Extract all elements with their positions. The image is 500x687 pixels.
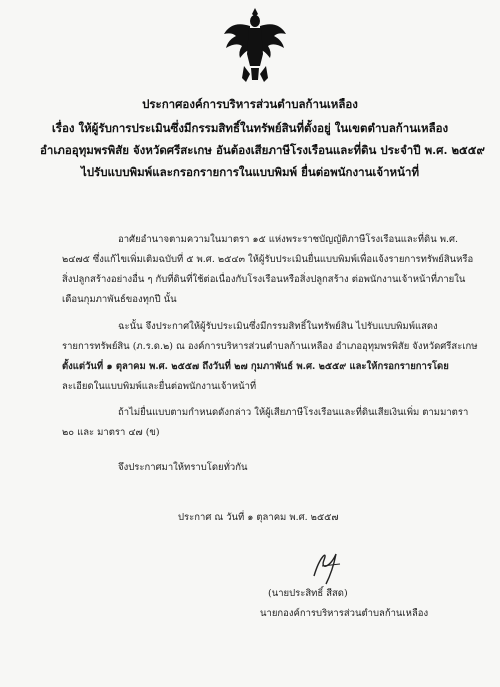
announcement-title: ประกาศองค์การบริหารส่วนตำบลก้านเหลือง (142, 97, 358, 111)
subject-line-1: เรื่อง ให้ผู้รับการประเมินซึ่งมีกรรมสิทธิ์ในทรัพย์สินที่ตั้งอยู่ ในเขตตำบลก้านเหลือง (51, 121, 449, 135)
signature (300, 546, 360, 586)
signatory-name: (นายประสิทธิ์ สีสด) (268, 588, 348, 599)
garuda-emblem (222, 6, 288, 86)
subject-line-2: อำเภออุทุมพรพิสัย จังหวัดศรีสะเกษ อันต้องเสียภาษีโรงเรือนและที่ดิน ประจำปี พ.ศ. ๒๕๕๙ (40, 143, 485, 157)
para3-line2: ๒๐ และ มาตรา ๔๗ (ข) (62, 427, 160, 438)
subject-line-3: ไปรับแบบพิมพ์และกรอกรายการในแบบพิมพ์ ยื่นต่อพนักงานเจ้าหน้าที่ (80, 165, 420, 179)
closing-notice: จึงประกาศมาให้ทราบโดยทั่วกัน (118, 462, 248, 473)
para1-line2: ๒๔๗๕ ซึ่งแก้ไขเพิ่มเติมฉบับที่ ๕ พ.ศ. ๒๕๔๓ ให้ผู้รับประเมินยื่นแบบพิมพ์เพื่อแจ้งรายการทรัพย์สินหรือ (62, 254, 474, 265)
para2-line1: ฉะนั้น จึงประกาศให้ผู้รับประเมินซึ่งมีกรรมสิทธิ์ในทรัพย์สิน ไปรับแบบพิมพ์แสดง (118, 321, 438, 332)
signatory-position: นายกองค์การบริหารส่วนตำบลก้านเหลือง (260, 608, 429, 619)
para2-line2: รายการทรัพย์สิน (ภ.ร.ด.๒) ณ องค์การบริหารส่วนตำบลก้านเหลือง อำเภออุทุมพรพิสัย จังหวัดศรีสะเกษ (62, 341, 478, 352)
announcement-date: ประกาศ ณ วันที่ ๑ ตุลาคม พ.ศ. ๒๕๕๗ (178, 512, 339, 523)
para2-line3: ตั้งแต่วันที่ ๑ ตุลาคม พ.ศ. ๒๕๕๗ ถึงวันที่ ๒๗ กุมภาพันธ์ พ.ศ. ๒๕๕๙ และให้กรอกรายการโดย (62, 361, 449, 372)
para3-line1: ถ้าไม่ยื่นแบบตามกำหนดดังกล่าว ให้ผู้เสียภาษีโรงเรือนและที่ดินเสียเงินเพิ่ม ตามมาตรา (118, 407, 469, 418)
para2-line4: ละเอียดในแบบพิมพ์และยื่นต่อพนักงานเจ้าหน้าที่ (62, 381, 257, 392)
para1-line1: อาศัยอำนาจตามความในมาตรา ๑๕ แห่งพระราชบัญญัติภาษีโรงเรือนและที่ดิน พ.ศ. (118, 234, 459, 245)
para1-line3: สิ่งปลูกสร้างอย่างอื่น ๆ กับที่ดินที่ใช้ต่อเนื่องกับโรงเรือนหรือสิ่งปลูกสร้าง ต่อพนักงานเจ้าหน้าที่ภายใน (62, 274, 466, 285)
para1-line4: เดือนกุมภาพันธ์ของทุกปี นั้น (62, 294, 177, 305)
